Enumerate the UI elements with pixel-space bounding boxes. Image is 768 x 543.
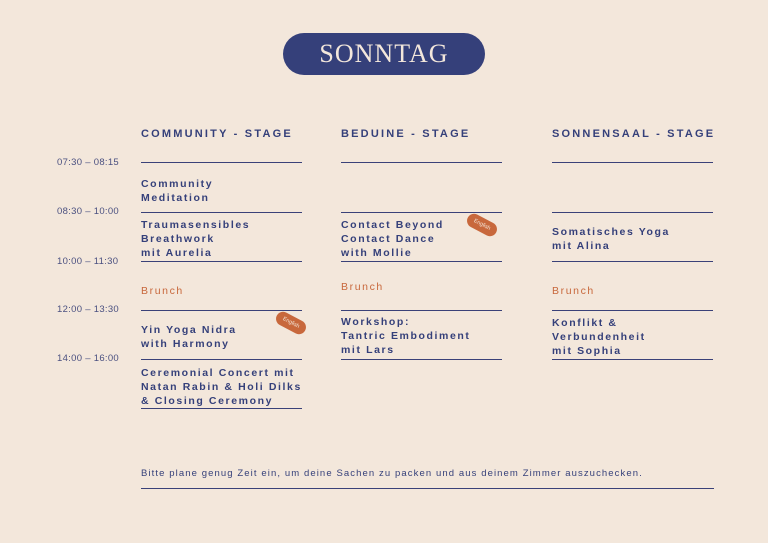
- event-community-meditation: Community Meditation: [141, 178, 214, 204]
- divider: [552, 212, 713, 213]
- divider: [141, 212, 302, 213]
- column-header-sonnensaal: SONNENSAAL - STAGE: [552, 128, 716, 140]
- day-title: SONNTAG: [319, 39, 449, 68]
- divider: [141, 310, 302, 311]
- divider: [341, 310, 502, 311]
- time-slot-3: 10:00 – 11:30: [57, 256, 119, 267]
- time-slot-4: 12:00 – 13:30: [57, 304, 120, 315]
- divider: [341, 162, 502, 163]
- divider: [141, 408, 302, 409]
- divider: [341, 261, 502, 262]
- event-brunch: Brunch: [552, 285, 595, 297]
- english-language-tag: English: [274, 309, 309, 336]
- checkout-note: Bitte plane genug Zeit ein, um deine Sachen zu packen und aus deinem Zimmer auszuchecken.: [141, 468, 643, 479]
- event-yin-yoga-nidra: Yin Yoga Nidra with Harmony: [141, 324, 237, 350]
- divider: [552, 162, 713, 163]
- divider: [552, 359, 713, 360]
- event-contact-dance: Contact Beyond Contact Dance with Mollie: [341, 219, 444, 259]
- time-slot-1: 07:30 – 08:15: [57, 157, 120, 168]
- event-ceremonial-concert: Ceremonial Concert mit Natan Rabin & Holi Dilks & Closing Ceremony: [141, 367, 302, 407]
- divider: [141, 162, 302, 163]
- event-brunch: Brunch: [141, 285, 184, 297]
- divider: [341, 212, 502, 213]
- event-tantric-workshop: Workshop: Tantric Embodiment mit Lars: [341, 316, 471, 356]
- column-header-beduine: BEDUINE - STAGE: [341, 128, 471, 140]
- divider: [341, 359, 502, 360]
- time-slot-5: 14:00 – 16:00: [57, 353, 120, 364]
- divider: [552, 310, 713, 311]
- footer-divider: [141, 488, 714, 489]
- column-header-community: COMMUNITY - STAGE: [141, 128, 293, 140]
- day-title-badge: [283, 33, 485, 75]
- event-breathwork: Traumasensibles Breathwork mit Aurelia: [141, 219, 251, 259]
- divider: [141, 359, 302, 360]
- english-language-tag: English: [465, 211, 500, 238]
- divider: [552, 261, 713, 262]
- time-slot-2: 08:30 – 10:00: [57, 206, 120, 217]
- event-somatisches-yoga: Somatisches Yoga mit Alina: [552, 226, 670, 252]
- divider: [141, 261, 302, 262]
- event-brunch: Brunch: [341, 281, 384, 293]
- event-konflikt: Konflikt & Verbundenheit mit Sophia: [552, 317, 646, 357]
